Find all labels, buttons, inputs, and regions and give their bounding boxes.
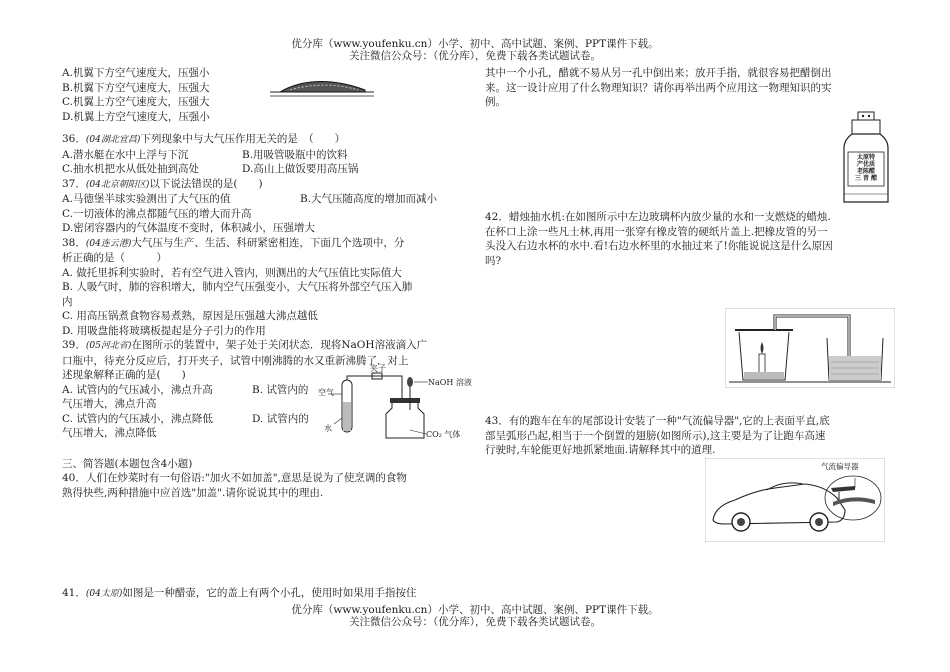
q37-source: (04北京朝阳区) bbox=[85, 179, 150, 190]
q38-stem-2: 析正确的是（ ） bbox=[62, 252, 167, 264]
q43 bbox=[485, 414, 905, 458]
bottle-label bbox=[850, 154, 882, 182]
q37-option-b: B.大气压随高度的增加而减小 bbox=[300, 193, 438, 205]
section-3-title: 三、简答题(本题包含4小题) bbox=[62, 457, 193, 470]
page-footer bbox=[0, 604, 950, 628]
q43-line-2: 部呈弧形凸起,相当于一个倒置的翅膀(如图所示),这主要是为了让跑车高速 bbox=[485, 429, 826, 442]
q41-cont-1: 其中一个小孔，醋就不易从另一孔中倒出来；放开手指，就很容易把醋倒出 bbox=[485, 67, 832, 79]
candle-pump-figure bbox=[725, 308, 895, 388]
q37-number: 37． bbox=[62, 177, 86, 190]
q40-line-2: 熟得快些,两种措施中应首选"加盖".请你说说其中的理由. bbox=[62, 486, 324, 499]
q39-option-d-cont: 气压增大，沸点降低 bbox=[62, 427, 157, 439]
q42-line-3: 头没入右边水杯的水中.看!右边水杯里的水抽过来了!你能说说这是什么原因 bbox=[485, 240, 833, 252]
q39-number: 39． bbox=[62, 339, 86, 351]
q37 bbox=[62, 177, 472, 236]
q35-option-a: A.机翼下方空气速度大，压强小 bbox=[62, 67, 210, 79]
q35-options bbox=[62, 66, 472, 124]
q36 bbox=[62, 132, 472, 177]
q41-stem: 如图是一种醋壶，它的盖上有两个小孔，使用时如果用手指按住 bbox=[122, 587, 417, 599]
q41-number: 41． bbox=[62, 587, 86, 599]
q37-stem: 以下说法错误的是( ) bbox=[149, 177, 263, 190]
q36-number: 36． bbox=[62, 133, 86, 145]
header-line-1: 优分库（www.youfenku.cn）小学、初中、高中试题、案例、PPT课件下载。 bbox=[291, 38, 659, 50]
q36-option-a: A.潜水艇在水中上浮与下沉 bbox=[62, 148, 189, 161]
q36-source: (04湖北宜昌) bbox=[85, 135, 141, 145]
bottle-label-4: 三 晋 醋 bbox=[854, 175, 878, 182]
q40-line-1: 40．人们在炒菜时有一句俗语:"加火不如加盖",意思是说为了使烹调的食物 bbox=[62, 472, 407, 484]
q38-option-c: C. 用高压锅煮食物容易煮熟，原因是压强越大沸点越低 bbox=[62, 310, 318, 322]
q38 bbox=[62, 236, 472, 339]
q39-option-d: D. 试管内的 bbox=[252, 412, 309, 425]
wing-figure bbox=[270, 78, 374, 100]
fig-label-clip: 夹子 bbox=[370, 364, 386, 373]
sports-car-figure bbox=[705, 458, 885, 542]
fig-label-co2: CO₂ 气体 bbox=[426, 430, 461, 439]
q35-option-d: D.机翼上方空气速度大，压强小 bbox=[62, 110, 210, 123]
q42-line-1: 42．蜡烛抽水机:在如图所示中左边玻璃杯内放少量的水和一支燃烧的蜡烛. bbox=[485, 211, 831, 223]
q37-option-a: A.马德堡半球实验测出了大气压的值 bbox=[62, 193, 231, 205]
q42 bbox=[485, 210, 905, 268]
q39-stem-2: 口瓶中，待充分反应后，打开夹子，试管中刚沸腾的水又重新沸腾了．对上 bbox=[62, 354, 409, 367]
fig-label-water: 水 bbox=[324, 424, 332, 433]
vinegar-bottle-figure bbox=[840, 110, 892, 206]
q43-line-1: 43．有的跑车在车的尾部设计安装了一种"气流偏导器",它的上表面平直,底 bbox=[485, 415, 830, 427]
bottle-label-3: 老陈醋 bbox=[856, 168, 875, 175]
bottle-label-1: 太原特 bbox=[856, 154, 875, 161]
q36-option-d: D.高山上做饭要用高压锅 bbox=[242, 163, 359, 175]
q38-option-b-1: B. 人吸气时，肺的容积增大，肺内空气压强变小，大气压将外部空气压入肺 bbox=[62, 281, 413, 293]
q39-option-a: A. 试管内的气压减小，沸点升高 bbox=[62, 383, 213, 396]
bottle-label-2: 产优质 bbox=[856, 161, 875, 168]
q38-option-b-2: 内 bbox=[62, 295, 73, 308]
q38-option-a: A. 做托里拆利实验时，若有空气进入管内，则测出的大气压值比实际值大 bbox=[62, 266, 402, 279]
q36-option-b: B.用吸管吸瓶中的饮料 bbox=[242, 148, 348, 161]
q36-option-c: C.抽水机把水从低处抽到高处 bbox=[62, 163, 199, 175]
q41-continued bbox=[485, 66, 835, 110]
footer-line-1: 优分库（www.youfenku.cn）小学、初中、高中试题、案例、PPT课件下载。 bbox=[291, 604, 659, 616]
q39-source: (05河北省) bbox=[85, 341, 132, 351]
q39-option-c: C. 试管内的气压减小，沸点降低 bbox=[62, 412, 213, 425]
q38-number: 38． bbox=[62, 236, 86, 249]
q35-option-b: B.机翼下方空气速度大，压强大 bbox=[62, 81, 210, 94]
q36-stem: 下列现象中与大气压作用无关的是 （ ） bbox=[140, 133, 346, 145]
footer-line-2: 关注微信公众号：（优分库），免费下载各类试题试卷。 bbox=[349, 616, 601, 628]
q41-source: (04太原) bbox=[85, 589, 123, 599]
q39-stem-3: 述现象解释正确的是( ) bbox=[62, 369, 186, 381]
q41-cont-2: 来。这一设计应用了什么物理知识？请你再举出两个应用这一物理知识的实 bbox=[485, 81, 832, 94]
q43-line-3: 行驶时,车轮能更好地抓紧地面.请解释其中的道理. bbox=[485, 444, 716, 456]
q39-option-b-cont: 气压增大，沸点升高 bbox=[62, 398, 157, 410]
q42-line-4: 吗? bbox=[485, 254, 502, 267]
q37-option-c: C.一切液体的沸点都随气压的增大而升高 bbox=[62, 207, 252, 220]
q38-option-d: D. 用吸盘能将玻璃板提起是分子引力的作用 bbox=[62, 324, 266, 337]
spoiler-label: 气流偏导器 bbox=[821, 462, 859, 471]
q39-option-b: B. 试管内的 bbox=[252, 383, 309, 396]
q35-option-c: C.机翼上方空气速度大，压强大 bbox=[62, 96, 210, 108]
q42-line-2: 在杯口上涂一些凡士林,再用一张穿有橡皮管的硬纸片盖上.把橡皮管的另一 bbox=[485, 225, 828, 238]
q39-stem-1: 在图所示的装置中，架子处于关闭状态．现将NaOH溶液滴入广 bbox=[131, 339, 428, 351]
q40 bbox=[62, 471, 472, 500]
q41-start bbox=[62, 586, 482, 602]
fig-label-air: 空气 bbox=[318, 388, 334, 397]
fig-label-naoh: NaOH 溶液 bbox=[428, 378, 472, 387]
q38-source: (04连云港) bbox=[85, 238, 132, 249]
header-line-2: 关注微信公众号：（优分库），免费下载各类试题试卷。 bbox=[349, 50, 601, 62]
q41-cont-3: 例。 bbox=[485, 96, 506, 108]
q38-stem-1: 大气压与生产、生活、科研紧密相连，下面几个选项中，分 bbox=[131, 236, 405, 249]
q39-apparatus-figure bbox=[318, 364, 472, 442]
q37-option-d: D.密闭容器内的气体温度不变时，体积减小，压强增大 bbox=[62, 222, 315, 234]
page-header bbox=[0, 38, 950, 62]
